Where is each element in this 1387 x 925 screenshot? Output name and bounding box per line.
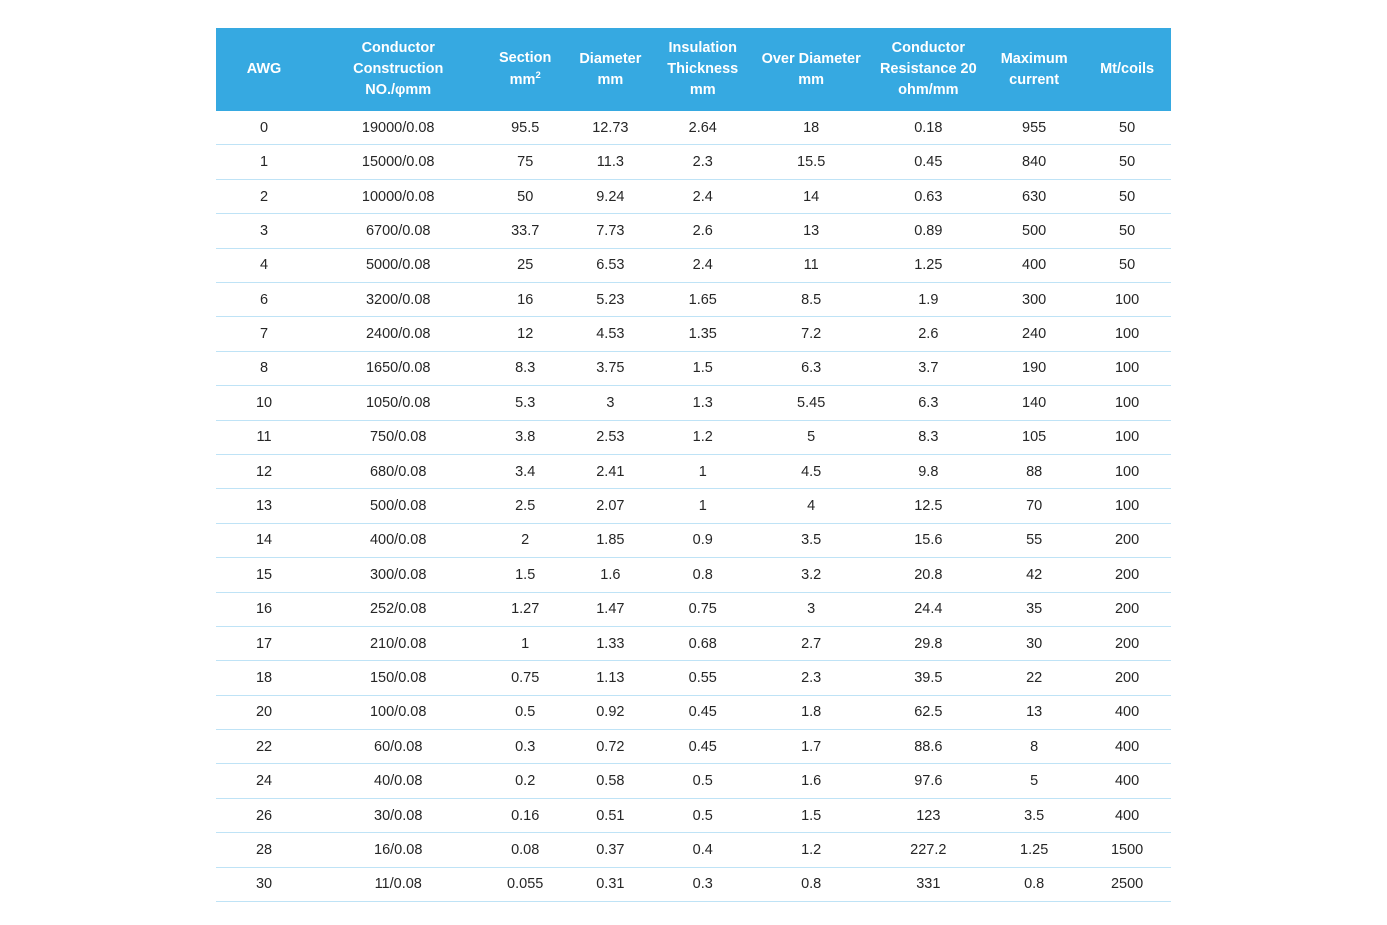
table-cell: 20 — [216, 695, 312, 729]
column-header-line: AWG — [246, 61, 282, 78]
table-cell: 0.31 — [566, 867, 655, 901]
table-cell: 630 — [985, 179, 1083, 213]
table-cell: 400 — [1083, 764, 1171, 798]
table-cell: 1 — [484, 626, 566, 660]
table-cell: 5000/0.08 — [312, 248, 484, 282]
table-cell: 0.5 — [655, 764, 751, 798]
table-cell: 140 — [985, 386, 1083, 420]
table-cell: 100 — [1083, 351, 1171, 385]
table-cell: 4 — [751, 489, 872, 523]
table-cell: 16 — [216, 592, 312, 626]
table-cell: 33.7 — [484, 214, 566, 248]
table-cell: 680/0.08 — [312, 454, 484, 488]
table-row — [216, 798, 1171, 832]
table-cell: 5.3 — [484, 386, 566, 420]
column-header-5 — [751, 28, 872, 111]
table-cell: 35 — [985, 592, 1083, 626]
table-cell: 16 — [484, 283, 566, 317]
table-cell: 1.85 — [566, 523, 655, 557]
table-cell: 0.72 — [566, 730, 655, 764]
table-cell: 2500 — [1083, 867, 1171, 901]
table-cell: 0.92 — [566, 695, 655, 729]
table-row — [216, 283, 1171, 317]
table-cell: 30 — [216, 867, 312, 901]
table-cell: 0.4 — [655, 833, 751, 867]
table-cell: 0.51 — [566, 798, 655, 832]
table-cell: 50 — [1083, 145, 1171, 179]
table-cell: 3.7 — [872, 351, 986, 385]
table-row — [216, 454, 1171, 488]
table-cell: 1.8 — [751, 695, 872, 729]
table-cell: 1500 — [1083, 833, 1171, 867]
table-cell: 0.8 — [985, 867, 1083, 901]
column-header-line: Construction — [353, 61, 444, 78]
table-cell: 400 — [985, 248, 1083, 282]
column-header-line: ohm/mm — [898, 82, 959, 99]
table-cell: 8.3 — [484, 351, 566, 385]
table-row — [216, 111, 1171, 145]
table-cell: 26 — [216, 798, 312, 832]
table-cell: 6.3 — [751, 351, 872, 385]
table-cell: 1.2 — [655, 420, 751, 454]
table-cell: 2.53 — [566, 420, 655, 454]
table-cell: 3.75 — [566, 351, 655, 385]
table-cell: 60/0.08 — [312, 730, 484, 764]
table-cell: 5 — [985, 764, 1083, 798]
table-cell: 4 — [216, 248, 312, 282]
table-row — [216, 179, 1171, 213]
table-cell: 18 — [216, 661, 312, 695]
table-cell: 2.3 — [655, 145, 751, 179]
table-cell: 62.5 — [872, 695, 986, 729]
table-cell: 100 — [1083, 420, 1171, 454]
table-cell: 0.45 — [872, 145, 986, 179]
table-cell: 1.5 — [751, 798, 872, 832]
awg-spec-table-container — [216, 28, 1171, 902]
table-cell: 1.6 — [566, 558, 655, 592]
table-cell: 5.23 — [566, 283, 655, 317]
table-cell: 0.89 — [872, 214, 986, 248]
table-cell: 2.64 — [655, 111, 751, 145]
table-cell: 50 — [1083, 111, 1171, 145]
table-cell: 2400/0.08 — [312, 317, 484, 351]
table-cell: 11.3 — [566, 145, 655, 179]
table-cell: 0.37 — [566, 833, 655, 867]
table-cell: 3.5 — [751, 523, 872, 557]
table-cell: 1 — [216, 145, 312, 179]
table-cell: 15.5 — [751, 145, 872, 179]
table-cell: 8.3 — [872, 420, 986, 454]
table-cell: 2.3 — [751, 661, 872, 695]
table-cell: 0.5 — [655, 798, 751, 832]
table-cell: 750/0.08 — [312, 420, 484, 454]
table-cell: 24.4 — [872, 592, 986, 626]
table-cell: 0.3 — [484, 730, 566, 764]
table-cell: 1.2 — [751, 833, 872, 867]
table-row — [216, 351, 1171, 385]
table-cell: 190 — [985, 351, 1083, 385]
table-cell: 227.2 — [872, 833, 986, 867]
column-header-8 — [1083, 28, 1171, 111]
table-cell: 1.33 — [566, 626, 655, 660]
table-cell: 75 — [484, 145, 566, 179]
table-row — [216, 867, 1171, 901]
table-cell: 95.5 — [484, 111, 566, 145]
column-header-line: Thickness — [667, 61, 739, 78]
table-cell: 300/0.08 — [312, 558, 484, 592]
table-row — [216, 489, 1171, 523]
table-row — [216, 420, 1171, 454]
column-header-6 — [872, 28, 986, 111]
table-cell: 97.6 — [872, 764, 986, 798]
table-cell: 3.2 — [751, 558, 872, 592]
table-cell: 200 — [1083, 661, 1171, 695]
table-cell: 1 — [655, 454, 751, 488]
table-cell: 15.6 — [872, 523, 986, 557]
table-cell: 13 — [216, 489, 312, 523]
table-row — [216, 661, 1171, 695]
table-cell: 0.5 — [484, 695, 566, 729]
table-cell: 22 — [985, 661, 1083, 695]
table-cell: 331 — [872, 867, 986, 901]
table-cell: 0.45 — [655, 695, 751, 729]
table-cell: 210/0.08 — [312, 626, 484, 660]
table-cell: 10 — [216, 386, 312, 420]
table-cell: 7.73 — [566, 214, 655, 248]
table-cell: 11 — [216, 420, 312, 454]
table-cell: 400 — [1083, 798, 1171, 832]
table-cell: 3 — [751, 592, 872, 626]
table-cell: 123 — [872, 798, 986, 832]
awg-spec-table — [216, 28, 1171, 902]
table-cell: 100 — [1083, 283, 1171, 317]
table-cell: 200 — [1083, 626, 1171, 660]
table-cell: 30/0.08 — [312, 798, 484, 832]
table-cell: 18 — [751, 111, 872, 145]
table-cell: 4.53 — [566, 317, 655, 351]
table-cell: 2.41 — [566, 454, 655, 488]
table-cell: 6700/0.08 — [312, 214, 484, 248]
table-cell: 42 — [985, 558, 1083, 592]
table-cell: 100 — [1083, 489, 1171, 523]
table-cell: 4.5 — [751, 454, 872, 488]
table-cell: 22 — [216, 730, 312, 764]
table-cell: 2 — [484, 523, 566, 557]
table-cell: 840 — [985, 145, 1083, 179]
table-row — [216, 833, 1171, 867]
table-cell: 88.6 — [872, 730, 986, 764]
column-header-0 — [216, 28, 312, 111]
table-cell: 2.4 — [655, 248, 751, 282]
table-cell: 3 — [216, 214, 312, 248]
table-cell: 3 — [566, 386, 655, 420]
table-cell: 0.8 — [655, 558, 751, 592]
table-cell: 14 — [751, 179, 872, 213]
column-header-line: Maximum — [1000, 50, 1068, 67]
table-cell: 12.73 — [566, 111, 655, 145]
table-cell: 1.25 — [985, 833, 1083, 867]
table-cell: 0.055 — [484, 867, 566, 901]
table-cell: 0.3 — [655, 867, 751, 901]
table-cell: 2.4 — [655, 179, 751, 213]
table-cell: 100 — [1083, 317, 1171, 351]
table-row — [216, 626, 1171, 660]
table-cell: 14 — [216, 523, 312, 557]
table-row — [216, 558, 1171, 592]
column-header-line: Resistance 20 — [879, 61, 977, 78]
table-cell: 2.5 — [484, 489, 566, 523]
column-header-3 — [566, 28, 655, 111]
table-cell: 17 — [216, 626, 312, 660]
table-cell: 0.63 — [872, 179, 986, 213]
table-cell: 16/0.08 — [312, 833, 484, 867]
table-cell: 0.18 — [872, 111, 986, 145]
table-cell: 1.7 — [751, 730, 872, 764]
column-header-1 — [312, 28, 484, 111]
superscript: 2 — [535, 70, 541, 82]
column-header-line: Conductor — [891, 40, 965, 56]
table-cell: 10000/0.08 — [312, 179, 484, 213]
table-cell: 400/0.08 — [312, 523, 484, 557]
table-cell: 500/0.08 — [312, 489, 484, 523]
table-cell: 2.6 — [872, 317, 986, 351]
table-cell: 0.75 — [484, 661, 566, 695]
table-cell: 0.08 — [484, 833, 566, 867]
column-header-line: NO./φmm — [365, 82, 432, 99]
table-cell: 50 — [1083, 179, 1171, 213]
table-cell: 7 — [216, 317, 312, 351]
table-row — [216, 145, 1171, 179]
table-row — [216, 386, 1171, 420]
column-header-7 — [985, 28, 1083, 111]
column-header-line: Over Diameter — [761, 50, 861, 67]
column-header-line: Section — [499, 50, 552, 67]
table-cell: 50 — [1083, 214, 1171, 248]
column-header-4 — [655, 28, 751, 111]
header-row — [216, 28, 1171, 111]
table-cell: 0.45 — [655, 730, 751, 764]
table-cell: 20.8 — [872, 558, 986, 592]
column-header-line: mm — [689, 82, 716, 99]
column-header-line: mm — [597, 71, 624, 88]
table-cell: 1.35 — [655, 317, 751, 351]
table-cell: 1.47 — [566, 592, 655, 626]
table-cell: 6.3 — [872, 386, 986, 420]
table-cell: 400 — [1083, 695, 1171, 729]
table-cell: 13 — [751, 214, 872, 248]
table-cell: 25 — [484, 248, 566, 282]
table-row — [216, 764, 1171, 798]
table-row — [216, 317, 1171, 351]
table-cell: 240 — [985, 317, 1083, 351]
table-cell: 5 — [751, 420, 872, 454]
table-cell: 0.9 — [655, 523, 751, 557]
table-cell: 2.07 — [566, 489, 655, 523]
table-cell: 5.45 — [751, 386, 872, 420]
table-row — [216, 248, 1171, 282]
table-cell: 55 — [985, 523, 1083, 557]
table-cell: 8 — [985, 730, 1083, 764]
table-cell: 1.9 — [872, 283, 986, 317]
table-cell: 88 — [985, 454, 1083, 488]
table-cell: 1.3 — [655, 386, 751, 420]
table-cell: 7.2 — [751, 317, 872, 351]
table-cell: 28 — [216, 833, 312, 867]
table-cell: 500 — [985, 214, 1083, 248]
column-header-line: Mt/coils — [1100, 61, 1155, 78]
table-cell: 40/0.08 — [312, 764, 484, 798]
table-cell: 3.8 — [484, 420, 566, 454]
table-row — [216, 695, 1171, 729]
table-cell: 8.5 — [751, 283, 872, 317]
table-cell: 0.8 — [751, 867, 872, 901]
table-cell: 50 — [484, 179, 566, 213]
table-cell: 3.5 — [985, 798, 1083, 832]
table-cell: 50 — [1083, 248, 1171, 282]
column-header-line: $mm^2$ — [509, 70, 541, 88]
table-row — [216, 214, 1171, 248]
column-header-line: Conductor — [361, 40, 435, 56]
table-cell: 1650/0.08 — [312, 351, 484, 385]
table-cell: 6.53 — [566, 248, 655, 282]
table-cell: 12 — [484, 317, 566, 351]
table-header — [216, 28, 1171, 111]
table-cell: 1050/0.08 — [312, 386, 484, 420]
table-cell: 2.7 — [751, 626, 872, 660]
table-cell: 0 — [216, 111, 312, 145]
table-cell: 955 — [985, 111, 1083, 145]
table-body — [216, 111, 1171, 901]
column-header-2 — [484, 28, 566, 111]
column-header-line: mm — [798, 71, 825, 88]
column-header-line: Insulation — [668, 40, 737, 56]
table-cell: 29.8 — [872, 626, 986, 660]
table-cell: 1 — [655, 489, 751, 523]
table-cell: 0.68 — [655, 626, 751, 660]
table-cell: 11 — [751, 248, 872, 282]
column-header-line: current — [1009, 71, 1060, 88]
table-cell: 24 — [216, 764, 312, 798]
table-cell: 200 — [1083, 523, 1171, 557]
table-cell: 100 — [1083, 386, 1171, 420]
table-cell: 1.25 — [872, 248, 986, 282]
table-cell: 9.24 — [566, 179, 655, 213]
table-cell: 6 — [216, 283, 312, 317]
table-cell: 0.75 — [655, 592, 751, 626]
table-cell: 15 — [216, 558, 312, 592]
table-cell: 19000/0.08 — [312, 111, 484, 145]
table-row — [216, 592, 1171, 626]
table-cell: 2.6 — [655, 214, 751, 248]
table-cell: 200 — [1083, 592, 1171, 626]
table-cell: 1.6 — [751, 764, 872, 798]
table-cell: 0.58 — [566, 764, 655, 798]
table-cell: 2 — [216, 179, 312, 213]
table-cell: 30 — [985, 626, 1083, 660]
table-cell: 11/0.08 — [312, 867, 484, 901]
table-cell: 252/0.08 — [312, 592, 484, 626]
table-cell: 400 — [1083, 730, 1171, 764]
table-cell: 100 — [1083, 454, 1171, 488]
table-cell: 1.27 — [484, 592, 566, 626]
table-cell: 12.5 — [872, 489, 986, 523]
table-cell: 3.4 — [484, 454, 566, 488]
table-cell: 105 — [985, 420, 1083, 454]
table-cell: 1.5 — [484, 558, 566, 592]
table-cell: 1.65 — [655, 283, 751, 317]
table-cell: 39.5 — [872, 661, 986, 695]
table-cell: 70 — [985, 489, 1083, 523]
table-cell: 0.16 — [484, 798, 566, 832]
table-cell: 150/0.08 — [312, 661, 484, 695]
table-cell: 9.8 — [872, 454, 986, 488]
table-cell: 300 — [985, 283, 1083, 317]
table-cell: 200 — [1083, 558, 1171, 592]
table-cell: 3200/0.08 — [312, 283, 484, 317]
table-row — [216, 523, 1171, 557]
table-cell: 0.55 — [655, 661, 751, 695]
table-cell: 12 — [216, 454, 312, 488]
table-row — [216, 730, 1171, 764]
table-cell: 100/0.08 — [312, 695, 484, 729]
table-cell: 8 — [216, 351, 312, 385]
table-cell: 13 — [985, 695, 1083, 729]
table-cell: 15000/0.08 — [312, 145, 484, 179]
table-cell: 0.2 — [484, 764, 566, 798]
column-header-line: Diameter — [579, 50, 642, 67]
table-cell: 1.5 — [655, 351, 751, 385]
table-cell: 1.13 — [566, 661, 655, 695]
